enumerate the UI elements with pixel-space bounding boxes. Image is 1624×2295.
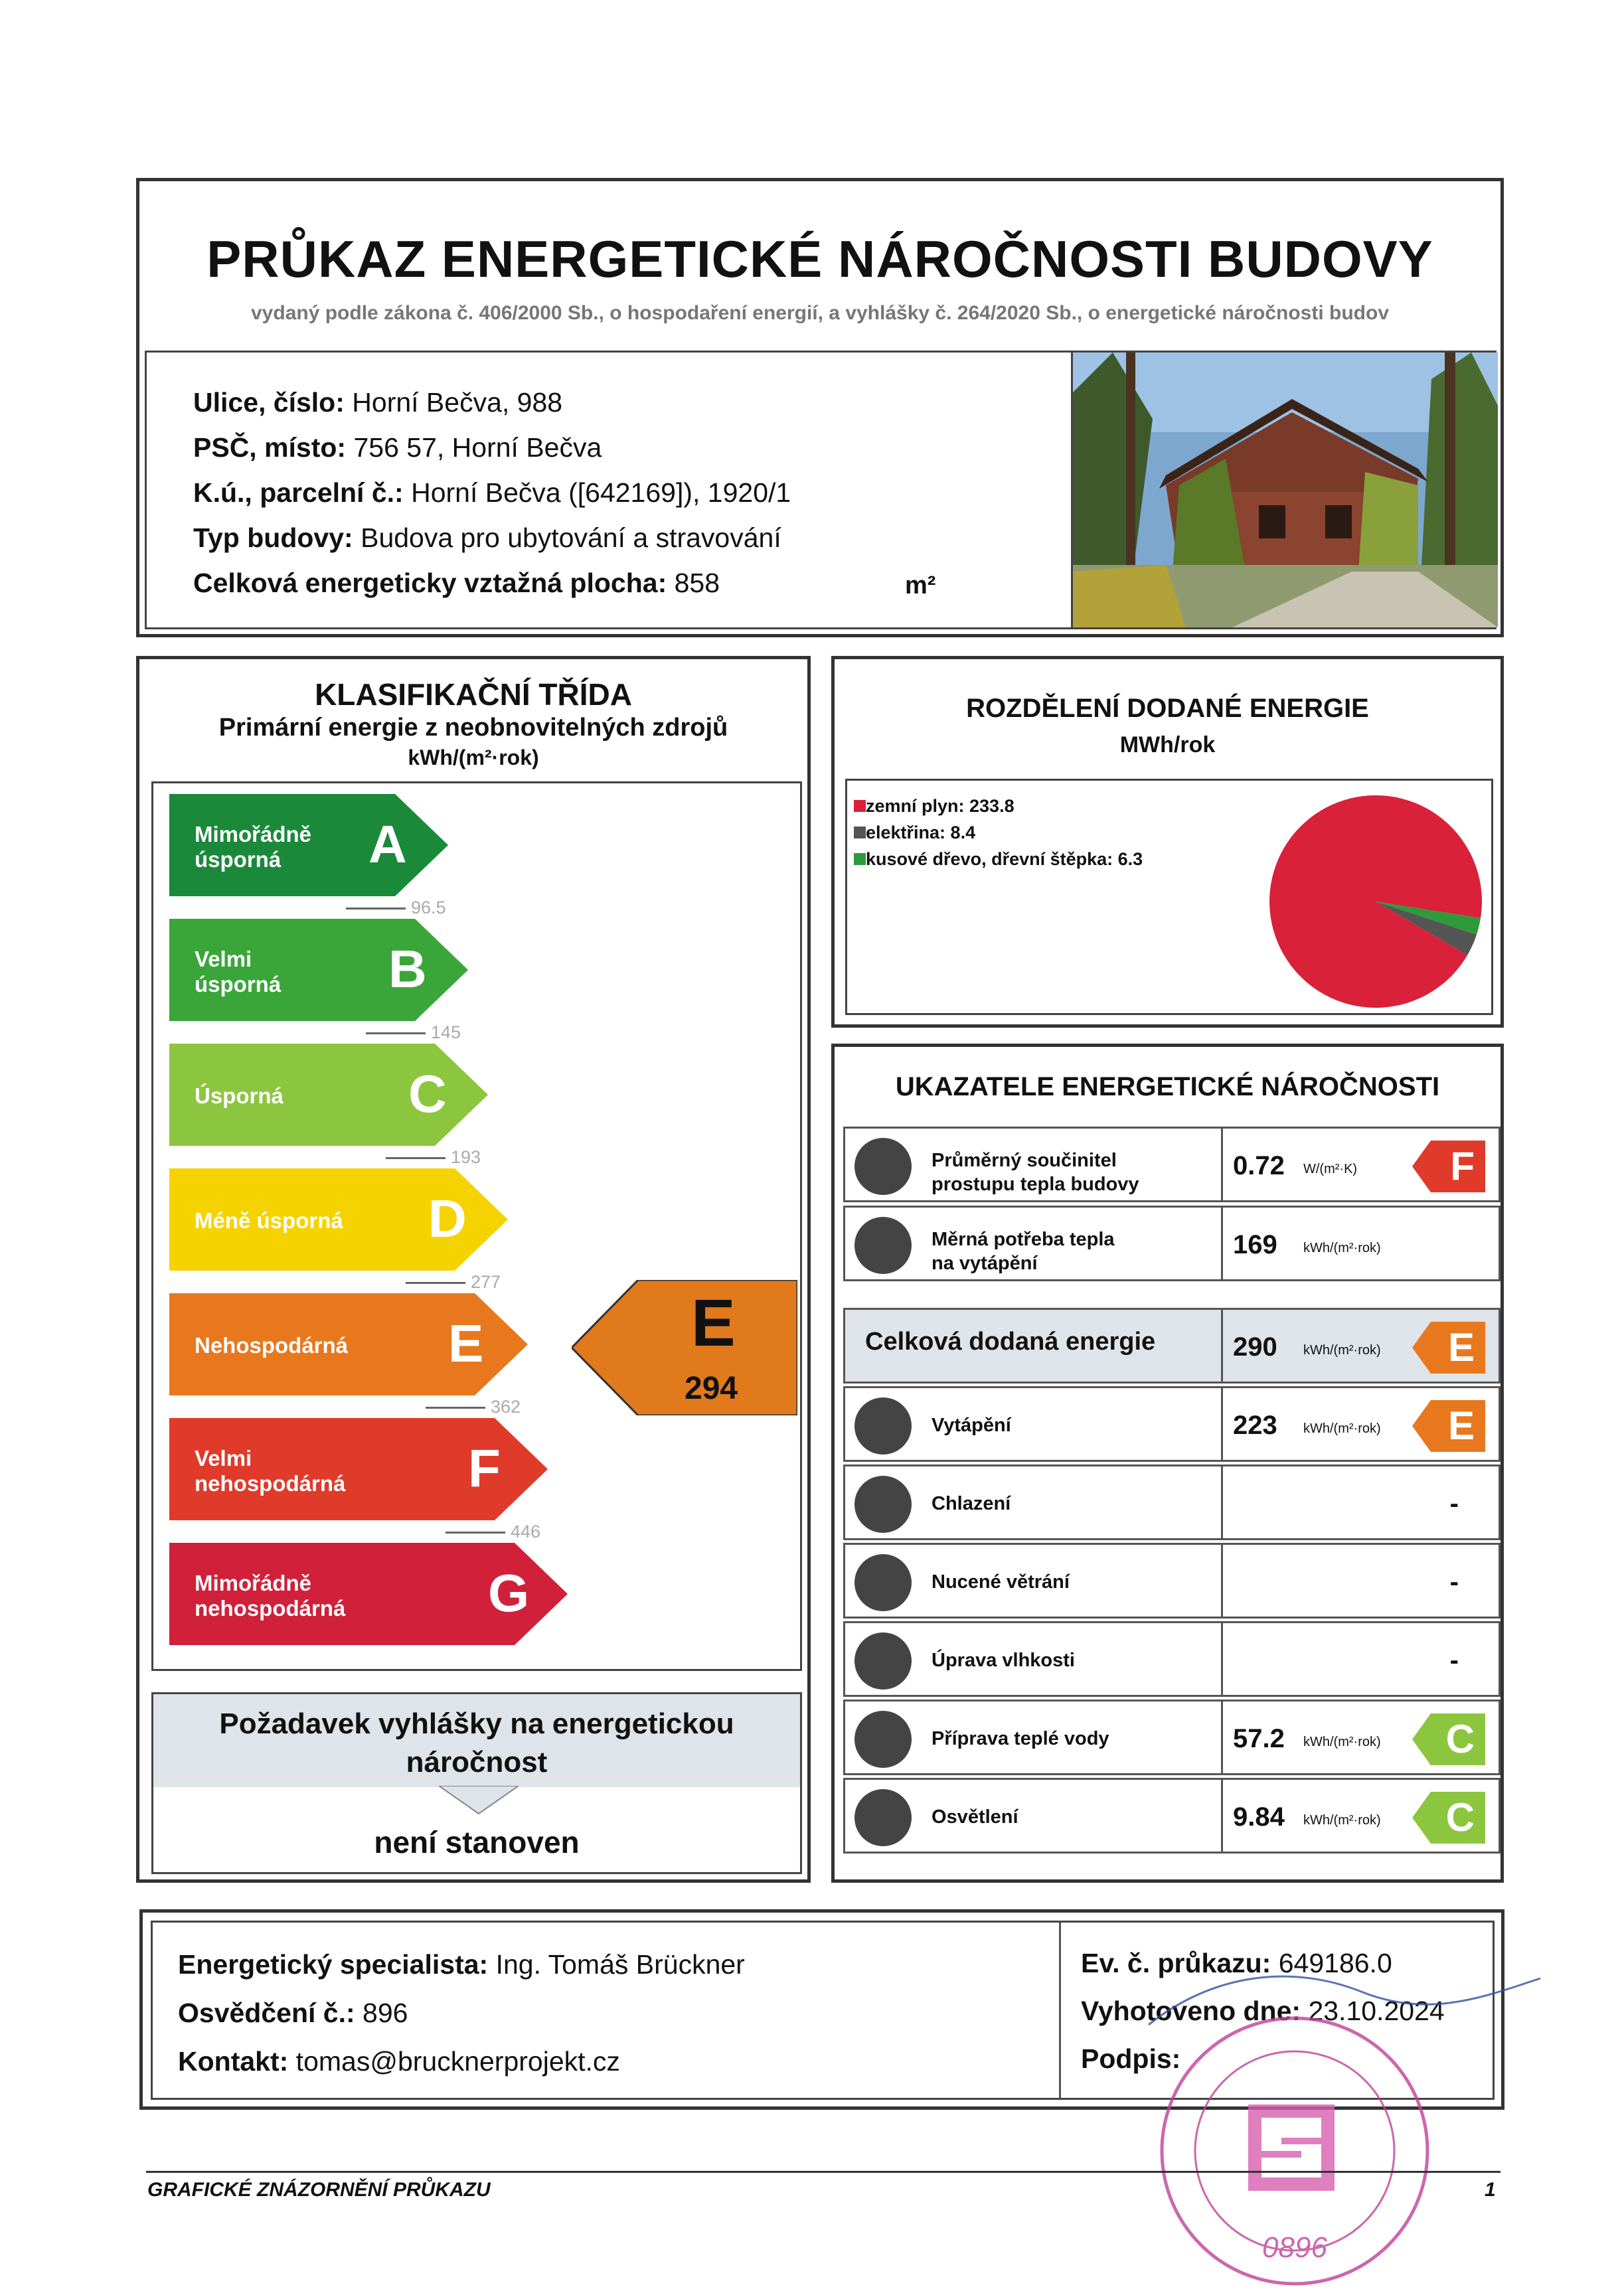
indicator-row xyxy=(843,1543,1501,1619)
zip-value: 756 57, Horní Bečva xyxy=(353,432,602,463)
indicator-row xyxy=(843,1127,1501,1202)
class-letter-f: F xyxy=(468,1439,501,1498)
indicator-row xyxy=(843,1464,1501,1540)
page-subtitle: vydaný podle zákona č. 406/2000 Sb., o hospodaření energií, a vyhlášky č. 264/2020 Sb., o energetické náročnosti budov xyxy=(251,302,1389,324)
indicator-value: - xyxy=(1449,1489,1459,1518)
legend-item-electricity: elektřina: 8.4 xyxy=(854,819,1143,846)
threshold-c-d: 193 xyxy=(386,1147,481,1168)
indicator-name: Měrná potřeba tepla na vytápění xyxy=(932,1229,1115,1274)
parcel-label: K.ú., parcelní č.: xyxy=(193,477,404,508)
class-badge-letter: F xyxy=(1450,1144,1475,1188)
signature-label: Podpis: xyxy=(1081,2043,1181,2074)
indicator-unit: W/(m²·K) xyxy=(1303,1162,1358,1176)
indicator-name: Osvětlení xyxy=(932,1806,1018,1828)
heat-need-icon xyxy=(854,1217,912,1274)
classification-frame xyxy=(136,656,811,1883)
indicator-row xyxy=(843,1206,1501,1281)
contact-value: tomas@brucknerprojekt.cz xyxy=(295,2046,620,2077)
energy-pie-chart xyxy=(1263,789,1489,1014)
indicator-unit: kWh/(m²·rok) xyxy=(1303,1813,1381,1828)
indicator-row xyxy=(843,1386,1501,1462)
thermometer-minus-icon xyxy=(854,1476,912,1533)
indicator-row xyxy=(843,1778,1501,1854)
class-arrow-g: Mimořádně nehospodárná G xyxy=(169,1543,568,1645)
requirement-box xyxy=(151,1692,802,1874)
pie-legend xyxy=(854,793,1143,872)
energy-split-title: ROZDĚLENÍ DODANÉ ENERGIE xyxy=(966,694,1369,723)
svg-text:0896: 0896 xyxy=(1262,2231,1327,2264)
class-letter-e: E xyxy=(448,1314,484,1373)
class-arrow-b: Velmi úsporná B xyxy=(169,919,468,1021)
class-arrow-e: Nehospodárná E xyxy=(169,1293,528,1395)
building-photo xyxy=(1071,353,1498,627)
classification-subtitle: Primární energie z neobnovitelných zdrojů xyxy=(218,714,728,742)
energy-split-frame xyxy=(831,656,1504,1028)
class-letter-d: D xyxy=(428,1189,467,1248)
threshold-e-f: 362 xyxy=(426,1397,521,1417)
classification-unit: kWh/(m²·rok) xyxy=(408,746,539,769)
indicator-value: - xyxy=(1449,1646,1459,1675)
specialist-name: Ing. Tomáš Brückner xyxy=(495,1949,745,1980)
indicator-name: Vytápění xyxy=(932,1415,1011,1436)
class-letter-c: C xyxy=(408,1064,447,1123)
fan-icon xyxy=(854,1554,912,1611)
indicator-unit: kWh/(m²·rok) xyxy=(1303,1421,1381,1436)
indicators-title: UKAZATELE ENERGETICKÉ NÁROČNOSTI xyxy=(895,1072,1440,1101)
class-badge-letter: E xyxy=(1447,1325,1475,1370)
page-title: PRŮKAZ ENERGETICKÉ NÁROČNOSTI BUDOVY xyxy=(206,230,1433,288)
result-letter: E xyxy=(691,1286,736,1360)
cert-value: 896 xyxy=(363,1998,408,2028)
indicator-unit: kWh/(m²·rok) xyxy=(1303,1735,1381,1749)
class-arrow-d: Méně úsporná D xyxy=(169,1168,508,1271)
indicator-value: 9.84 xyxy=(1233,1802,1285,1832)
energy-split-chart-box xyxy=(845,779,1493,1015)
requirement-title: Požadavek vyhlášky na energetickou náročnost xyxy=(219,1707,734,1779)
legend-item-gas: zemní plyn: 233.8 xyxy=(854,793,1143,819)
indicator-value: - xyxy=(1449,1567,1459,1597)
class-badge-letter: E xyxy=(1447,1403,1475,1448)
thermometer-plus-icon xyxy=(854,1397,912,1455)
area-value: 858 xyxy=(674,568,720,598)
indicator-row xyxy=(843,1308,1501,1384)
indicator-name: Chlazení xyxy=(932,1493,1011,1514)
threshold-d-e: 277 xyxy=(406,1272,501,1293)
zip-label: PSČ, místo: xyxy=(193,432,347,463)
date-label: Vyhotoveno dne: xyxy=(1081,1996,1301,2026)
indicator-value: 57.2 xyxy=(1233,1724,1285,1753)
threshold-b-c: 145 xyxy=(366,1022,461,1043)
street-value: Horní Bečva, 988 xyxy=(352,387,563,418)
contact-label: Kontakt: xyxy=(178,2046,289,2077)
ev-label: Ev. č. průkazu: xyxy=(1081,1948,1271,1978)
area-unit: m² xyxy=(905,572,936,599)
class-arrow-a: Mimořádně úsporná A xyxy=(169,794,448,896)
scale-box xyxy=(151,781,802,1671)
footer-title: GRAFICKÉ ZNÁZORNĚNÍ PRŮKAZU xyxy=(147,2179,491,2201)
class-letter-g: G xyxy=(488,1563,530,1622)
indicator-name: Úprava vlhkosti xyxy=(932,1650,1075,1671)
type-label: Typ budovy: xyxy=(193,522,353,553)
result-value: 294 xyxy=(685,1371,738,1406)
ev-value: 649186.0 xyxy=(1278,1948,1392,1978)
class-badge-letter: C xyxy=(1445,1795,1475,1840)
threshold-a-b: 96.5 xyxy=(346,898,446,918)
faucet-icon xyxy=(854,1711,912,1768)
indicator-value: 290 xyxy=(1233,1332,1277,1362)
house-icon xyxy=(854,1138,912,1195)
requirement-value: není stanoven xyxy=(374,1825,580,1860)
class-letter-a: A xyxy=(368,815,407,874)
lightbulb-icon xyxy=(854,1789,912,1846)
cert-label: Osvědčení č.: xyxy=(178,1998,355,2028)
class-arrow-f: Velmi nehospodárná F xyxy=(169,1418,548,1520)
legend-item-wood: kusové dřevo, dřevní štěpka: 6.3 xyxy=(854,846,1143,872)
type-value: Budova pro ubytování a stravování xyxy=(361,522,781,553)
building-info-box xyxy=(145,351,1497,629)
indicator-value: 169 xyxy=(1233,1230,1277,1259)
classification-title: KLASIFIKAČNÍ TŘÍDA xyxy=(315,677,632,712)
street-label: Ulice, číslo: xyxy=(193,387,345,418)
humidity-icon xyxy=(854,1632,912,1690)
area-label: Celková energeticky vztažná plocha: xyxy=(193,568,667,598)
class-badge-letter: C xyxy=(1445,1717,1475,1761)
indicator-row xyxy=(843,1621,1501,1697)
header-frame xyxy=(136,178,1504,637)
indicator-unit: kWh/(m²·rok) xyxy=(1303,1241,1381,1255)
energy-split-unit: MWh/rok xyxy=(1119,732,1216,757)
indicator-name: Průměrný součinitel prostupu tepla budovy xyxy=(932,1150,1139,1195)
specialist-stamp xyxy=(1155,2012,1434,2290)
class-arrow-c: Úsporná C xyxy=(169,1044,488,1146)
indicator-row xyxy=(843,1700,1501,1775)
parcel-value: Horní Bečva ([642169]), 1920/1 xyxy=(411,477,791,508)
threshold-f-g: 446 xyxy=(446,1522,540,1542)
indicator-value: 0.72 xyxy=(1233,1151,1285,1180)
indicator-value: 223 xyxy=(1233,1411,1277,1440)
class-letter-b: B xyxy=(388,939,427,998)
indicator-unit: kWh/(m²·rok) xyxy=(1303,1343,1381,1358)
result-arrow xyxy=(572,1280,797,1415)
indicator-name: Celková dodaná energie xyxy=(865,1328,1156,1356)
date-value: 23.10.2024 xyxy=(1308,1996,1445,2026)
indicator-name: Příprava teplé vody xyxy=(932,1728,1109,1749)
indicator-name: Nucené větrání xyxy=(932,1571,1070,1593)
specialist-name-label: Energetický specialista: xyxy=(178,1949,489,1980)
page-number: 1 xyxy=(1485,2179,1496,2201)
